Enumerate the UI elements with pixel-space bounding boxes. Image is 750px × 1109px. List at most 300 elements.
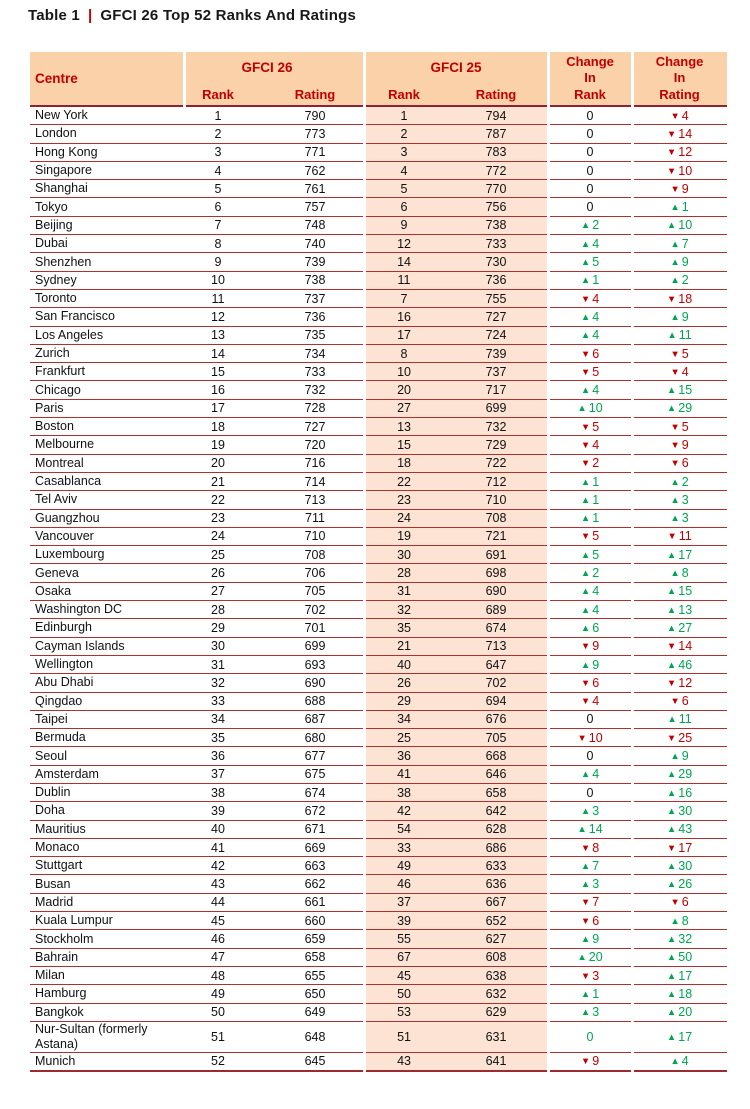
- gfci25-rating-cell: 712: [444, 472, 548, 490]
- change-in-rank-cell: [548, 454, 632, 472]
- ranks-table: [30, 52, 727, 1072]
- change-in-rank-cell: [548, 1003, 632, 1021]
- down-triangle-icon: ▼: [580, 641, 591, 653]
- centre-cell: Stockholm: [30, 930, 170, 948]
- change-in-rating-cell: [632, 802, 727, 820]
- gfci25-rating-cell: 641: [444, 1052, 548, 1071]
- centre-cell: Amsterdam: [30, 765, 170, 783]
- change-value: 4: [592, 694, 600, 709]
- gfci25-rating-cell: 713: [444, 637, 548, 655]
- centre-cell: Nur-Sultan (formerly Astana): [30, 1021, 170, 1052]
- gfci26-rank-cell: 45: [170, 912, 266, 930]
- change-in-rank-cell: [548, 893, 632, 911]
- centre-cell: Kuala Lumpur: [30, 912, 170, 930]
- gfci25-rank-cell: 50: [364, 985, 444, 1003]
- up-triangle-icon: ▲: [580, 494, 591, 506]
- change-in-rating-cell: [632, 253, 727, 271]
- centre-cell: Bermuda: [30, 729, 170, 747]
- change-in-rating-cell: [632, 527, 727, 545]
- gfci25-rating-cell: 732: [444, 418, 548, 436]
- gfci26-rating-cell: 687: [266, 710, 364, 728]
- gfci26-rating-cell: 705: [266, 582, 364, 600]
- change-in-rating-cell: [632, 985, 727, 1003]
- gfci25-rating-cell: 721: [444, 527, 548, 545]
- change-value: 29: [678, 401, 693, 416]
- up-triangle-icon: ▲: [580, 568, 591, 580]
- gfci26-rank-cell: 17: [170, 399, 266, 417]
- up-triangle-icon: ▲: [666, 604, 677, 616]
- change-in-rank-cell: [548, 418, 632, 436]
- centre-cell: Zurich: [30, 344, 170, 362]
- change-value: 9: [681, 181, 689, 196]
- table-row: [30, 948, 727, 966]
- change-in-rating-cell: [632, 729, 727, 747]
- up-triangle-icon: ▲: [670, 257, 680, 269]
- table-row: [30, 527, 727, 545]
- change-in-rating-cell: [632, 1003, 727, 1021]
- gfci25-rank-cell: 10: [364, 363, 444, 381]
- down-triangle-icon: ▼: [666, 677, 677, 689]
- change-in-rank-cell: [548, 1021, 632, 1052]
- gfci26-rank-cell: 3: [170, 143, 266, 161]
- table-row: [30, 875, 727, 893]
- change-value: 10: [588, 401, 603, 416]
- change-value: 8: [681, 566, 689, 581]
- table-row: [30, 472, 727, 490]
- down-triangle-icon: ▼: [670, 366, 680, 378]
- up-triangle-icon: ▲: [666, 824, 677, 836]
- table-row: [30, 930, 727, 948]
- centre-cell: Los Angeles: [30, 326, 170, 344]
- gfci26-rank-cell: 13: [170, 326, 266, 344]
- table-row: [30, 271, 727, 289]
- gfci26-rating-cell: 771: [266, 143, 364, 161]
- table-row: [30, 1003, 727, 1021]
- change-value: 4: [592, 584, 600, 599]
- change-value: 6: [681, 895, 689, 910]
- gfci26-rating-cell: 713: [266, 491, 364, 509]
- down-triangle-icon: ▼: [670, 439, 680, 451]
- down-triangle-icon: ▼: [670, 348, 680, 360]
- gfci26-rank-cell: 25: [170, 546, 266, 564]
- change-value: 6: [681, 694, 689, 709]
- gfci26-rank-cell: 10: [170, 271, 266, 289]
- gfci26-rating-cell: 677: [266, 747, 364, 765]
- gfci26-rank-cell: 23: [170, 509, 266, 527]
- down-triangle-icon: ▼: [580, 970, 591, 982]
- change-in-rating-cell: [632, 619, 727, 637]
- change-in-rank-cell: [548, 125, 632, 143]
- no-change-value: 0: [586, 163, 594, 178]
- change-value: 5: [592, 419, 600, 434]
- gfci26-rating-cell: 773: [266, 125, 364, 143]
- change-in-rank-cell: [548, 1052, 632, 1071]
- gfci26-rank-cell: 28: [170, 601, 266, 619]
- change-in-rank-cell: [548, 161, 632, 179]
- change-value: 18: [678, 291, 693, 306]
- change-value: 1: [592, 273, 600, 288]
- centre-cell: Melbourne: [30, 436, 170, 454]
- gfci26-rating-cell: 757: [266, 198, 364, 216]
- change-value: 17: [678, 547, 693, 562]
- change-value: 32: [678, 932, 693, 946]
- change-value: 10: [678, 163, 693, 178]
- up-triangle-icon: ▲: [577, 403, 587, 415]
- change-in-rating-cell: [632, 509, 727, 527]
- table-row: [30, 820, 727, 838]
- change-value: 1: [592, 492, 600, 507]
- gfci26-rating-cell: 655: [266, 966, 364, 984]
- change-in-rank-cell: [548, 399, 632, 417]
- change-in-rank-cell: [548, 491, 632, 509]
- change-value: 1: [592, 511, 600, 526]
- gfci26-rating-cell: 661: [266, 893, 364, 911]
- gfci25-rating-cell: 694: [444, 692, 548, 710]
- gfci25-rank-cell: 45: [364, 966, 444, 984]
- table-row: [30, 399, 727, 417]
- gfci26-rank-cell: 21: [170, 472, 266, 490]
- change-in-rating-cell: [632, 948, 727, 966]
- down-triangle-icon: ▼: [666, 641, 677, 653]
- table-row: [30, 637, 727, 655]
- change-value: 20: [588, 950, 603, 965]
- change-in-rating-cell: [632, 893, 727, 911]
- centre-cell: Boston: [30, 418, 170, 436]
- change-value: 3: [681, 492, 689, 507]
- change-value: 13: [678, 602, 693, 617]
- change-value: 9: [592, 639, 600, 654]
- table-row: [30, 655, 727, 673]
- gfci26-rating-cell: 732: [266, 381, 364, 399]
- change-in-rating-cell: [632, 1021, 727, 1052]
- gfci25-rating-cell: 631: [444, 1021, 548, 1052]
- change-in-rank-cell: [548, 674, 632, 692]
- table-row: [30, 619, 727, 637]
- change-value: 5: [681, 419, 689, 434]
- change-value: 4: [592, 602, 600, 617]
- up-triangle-icon: ▲: [580, 385, 591, 397]
- gfci25-rank-cell: 15: [364, 436, 444, 454]
- gfci26-rating-cell: 714: [266, 472, 364, 490]
- change-value: 30: [678, 858, 693, 873]
- gfci25-rating-cell: 689: [444, 601, 548, 619]
- centre-cell: Qingdao: [30, 692, 170, 710]
- change-in-rating-cell: [632, 747, 727, 765]
- change-in-rating-cell: [632, 912, 727, 930]
- centre-cell: Mauritius: [30, 820, 170, 838]
- table-row: [30, 381, 727, 399]
- change-value: 12: [678, 145, 693, 160]
- gfci26-rank-cell: 31: [170, 655, 266, 673]
- gfci26-rating-cell: 659: [266, 930, 364, 948]
- gfci25-rank-cell: 26: [364, 674, 444, 692]
- centre-cell: Milan: [30, 966, 170, 984]
- gfci25-rating-cell: 667: [444, 893, 548, 911]
- gfci26-rank-cell: 6: [170, 198, 266, 216]
- table-row: [30, 912, 727, 930]
- change-in-rank-cell: [548, 838, 632, 856]
- change-value: 4: [592, 309, 600, 324]
- table-row: [30, 765, 727, 783]
- change-in-rating-cell: [632, 454, 727, 472]
- change-in-rank-cell: [548, 582, 632, 600]
- centre-cell: Shenzhen: [30, 253, 170, 271]
- gfci26-rating-cell: 648: [266, 1021, 364, 1052]
- gfci26-rank-cell: 18: [170, 418, 266, 436]
- centre-cell: Seoul: [30, 747, 170, 765]
- centre-cell: Chicago: [30, 381, 170, 399]
- change-in-rating-cell: [632, 710, 727, 728]
- up-triangle-icon: ▲: [666, 860, 677, 872]
- centre-cell: Toronto: [30, 289, 170, 307]
- change-in-rating-cell: [632, 930, 727, 948]
- up-triangle-icon: ▲: [666, 879, 677, 891]
- up-triangle-icon: ▲: [666, 586, 677, 598]
- centre-cell: Tokyo: [30, 198, 170, 216]
- gfci25-rating-cell: 668: [444, 747, 548, 765]
- gfci26-rating-cell: 736: [266, 308, 364, 326]
- change-in-rating-cell: [632, 783, 727, 801]
- down-triangle-icon: ▼: [580, 696, 591, 708]
- change-value: 15: [678, 383, 693, 398]
- change-in-rating-cell: [632, 838, 727, 856]
- down-triangle-icon: ▼: [580, 366, 591, 378]
- change-value: 3: [681, 511, 689, 526]
- gfci25-rank-cell: 8: [364, 344, 444, 362]
- gfci26-rating-cell: 761: [266, 180, 364, 198]
- down-triangle-icon: ▼: [666, 293, 677, 305]
- column-gap-gfci25-changerank: [547, 52, 550, 1072]
- down-triangle-icon: ▼: [670, 183, 680, 195]
- gfci26-rating-cell: 662: [266, 875, 364, 893]
- change-in-rating-line1: Change: [655, 53, 704, 69]
- gfci25-rating-cell: 636: [444, 875, 548, 893]
- change-value: 26: [678, 877, 693, 892]
- up-triangle-icon: ▲: [666, 769, 677, 781]
- centre-cell: Abu Dhabi: [30, 674, 170, 692]
- change-in-rating-cell: [632, 637, 727, 655]
- up-triangle-icon: ▲: [666, 549, 677, 561]
- up-triangle-icon: ▲: [580, 769, 591, 781]
- col-header-gfci25: GFCI 25: [364, 52, 548, 83]
- gfci25-rank-cell: 20: [364, 381, 444, 399]
- change-in-rank-cell: [548, 747, 632, 765]
- no-change-value: 0: [586, 785, 594, 800]
- table-row: [30, 454, 727, 472]
- up-triangle-icon: ▲: [577, 824, 587, 836]
- gfci25-rank-cell: 29: [364, 692, 444, 710]
- centre-cell: Shanghai: [30, 180, 170, 198]
- gfci25-rating-cell: 756: [444, 198, 548, 216]
- gfci25-rank-cell: 40: [364, 655, 444, 673]
- change-value: 17: [678, 840, 693, 855]
- gfci26-rank-cell: 47: [170, 948, 266, 966]
- subheader-gfci25-rank: Rank: [364, 83, 444, 106]
- change-value: 6: [592, 620, 600, 635]
- up-triangle-icon: ▲: [666, 1007, 677, 1019]
- change-in-rank-cell: [548, 106, 632, 125]
- centre-cell: Hong Kong: [30, 143, 170, 161]
- change-in-rating-cell: [632, 399, 727, 417]
- up-triangle-icon: ▲: [577, 952, 587, 964]
- gfci25-rank-cell: 23: [364, 491, 444, 509]
- up-triangle-icon: ▲: [666, 403, 677, 415]
- down-triangle-icon: ▼: [670, 696, 680, 708]
- gfci26-rank-cell: 39: [170, 802, 266, 820]
- centre-cell: Bangkok: [30, 1003, 170, 1021]
- col-header-change-in-rating: [632, 52, 727, 106]
- gfci25-rank-cell: 41: [364, 765, 444, 783]
- gfci26-rank-cell: 44: [170, 893, 266, 911]
- change-in-rating-cell: [632, 564, 727, 582]
- change-value: 4: [592, 437, 600, 452]
- gfci26-rank-cell: 49: [170, 985, 266, 1003]
- table-row: [30, 216, 727, 234]
- change-in-rating-cell: [632, 601, 727, 619]
- gfci26-rank-cell: 40: [170, 820, 266, 838]
- gfci26-rating-cell: 699: [266, 637, 364, 655]
- change-in-rating-cell: [632, 271, 727, 289]
- change-value: 12: [678, 675, 693, 690]
- table-title-label: Table 1: [28, 7, 80, 24]
- gfci26-rank-cell: 12: [170, 308, 266, 326]
- gfci25-rating-cell: 699: [444, 399, 548, 417]
- change-in-rank-cell: [548, 783, 632, 801]
- centre-cell: Monaco: [30, 838, 170, 856]
- change-value: 3: [592, 803, 600, 818]
- centre-cell: Geneva: [30, 564, 170, 582]
- up-triangle-icon: ▲: [666, 220, 677, 232]
- gfci25-rank-cell: 6: [364, 198, 444, 216]
- centre-cell: Singapore: [30, 161, 170, 179]
- change-in-rank-cell: [548, 820, 632, 838]
- gfci25-rank-cell: 5: [364, 180, 444, 198]
- centre-cell: Cayman Islands: [30, 637, 170, 655]
- change-in-rating-cell: [632, 765, 727, 783]
- change-value: 9: [681, 309, 689, 324]
- change-value: 17: [678, 968, 693, 983]
- change-in-rank-line2: In: [584, 70, 596, 86]
- table-row: [30, 198, 727, 216]
- gfci26-rank-cell: 27: [170, 582, 266, 600]
- centre-cell: Madrid: [30, 893, 170, 911]
- change-value: 2: [681, 273, 689, 288]
- change-value: 5: [681, 346, 689, 361]
- gfci25-rank-cell: 49: [364, 857, 444, 875]
- table-row: [30, 985, 727, 1003]
- centre-cell: Sydney: [30, 271, 170, 289]
- change-value: 9: [681, 437, 689, 452]
- gfci25-rank-cell: 19: [364, 527, 444, 545]
- change-in-rank-cell: [548, 216, 632, 234]
- table-row: [30, 1052, 727, 1071]
- change-in-rank-line3: Rank: [574, 86, 606, 102]
- centre-cell: Vancouver: [30, 527, 170, 545]
- change-value: 5: [592, 364, 600, 379]
- table-title-text: GFCI 26 Top 52 Ranks And Ratings: [100, 7, 356, 24]
- change-value: 11: [678, 712, 692, 727]
- change-in-rank-cell: [548, 308, 632, 326]
- change-in-rating-cell: [632, 106, 727, 125]
- gfci25-rating-cell: 733: [444, 235, 548, 253]
- gfci26-rank-cell: 11: [170, 289, 266, 307]
- gfci25-rank-cell: 28: [364, 564, 444, 582]
- change-in-rank-line1: Change: [566, 53, 614, 69]
- centre-cell: New York: [30, 106, 170, 125]
- gfci25-rank-cell: 4: [364, 161, 444, 179]
- down-triangle-icon: ▼: [580, 842, 591, 854]
- change-value: 15: [678, 584, 693, 599]
- change-in-rank-cell: [548, 180, 632, 198]
- centre-cell: Busan: [30, 875, 170, 893]
- gfci26-rank-cell: 42: [170, 857, 266, 875]
- col-header-gfci26: GFCI 26: [170, 52, 364, 83]
- gfci25-rank-cell: 38: [364, 783, 444, 801]
- change-in-rating-cell: [632, 875, 727, 893]
- down-triangle-icon: ▼: [580, 293, 591, 305]
- title-separator: |: [87, 7, 93, 24]
- gfci26-rank-cell: 8: [170, 235, 266, 253]
- change-value: 1: [592, 986, 600, 1001]
- gfci25-rating-cell: 676: [444, 710, 548, 728]
- change-in-rating-cell: [632, 491, 727, 509]
- up-triangle-icon: ▲: [580, 238, 591, 250]
- up-triangle-icon: ▲: [666, 787, 677, 799]
- centre-cell: Taipei: [30, 710, 170, 728]
- change-in-rank-cell: [548, 472, 632, 490]
- gfci26-rating-cell: 728: [266, 399, 364, 417]
- gfci26-rank-cell: 1: [170, 106, 266, 125]
- change-in-rank-cell: [548, 143, 632, 161]
- change-value: 2: [592, 218, 600, 233]
- down-triangle-icon: ▼: [580, 421, 591, 433]
- gfci26-rank-cell: 51: [170, 1021, 266, 1052]
- gfci25-rating-cell: 705: [444, 729, 548, 747]
- up-triangle-icon: ▲: [666, 934, 677, 945]
- change-value: 2: [592, 566, 600, 581]
- gfci26-rating-cell: 680: [266, 729, 364, 747]
- table-row: [30, 674, 727, 692]
- down-triangle-icon: ▼: [670, 458, 680, 470]
- gfci26-rating-cell: 710: [266, 527, 364, 545]
- table-row: [30, 838, 727, 856]
- table-row: [30, 180, 727, 198]
- gfci25-rank-cell: 39: [364, 912, 444, 930]
- gfci26-rank-cell: 48: [170, 966, 266, 984]
- up-triangle-icon: ▲: [670, 494, 680, 506]
- gfci25-rating-cell: 608: [444, 948, 548, 966]
- change-in-rank-cell: [548, 765, 632, 783]
- change-value: 6: [592, 346, 600, 361]
- gfci25-rating-cell: 770: [444, 180, 548, 198]
- gfci25-rank-cell: 13: [364, 418, 444, 436]
- column-gap-changerank-changerating: [631, 52, 634, 1072]
- table-row: [30, 418, 727, 436]
- no-change-value: 0: [586, 108, 594, 123]
- change-value: 5: [592, 255, 600, 270]
- gfci26-rating-cell: 737: [266, 289, 364, 307]
- subheader-gfci26-rank: Rank: [170, 83, 266, 106]
- centre-cell: Dublin: [30, 783, 170, 801]
- change-in-rank-cell: [548, 509, 632, 527]
- change-in-rating-cell: [632, 381, 727, 399]
- down-triangle-icon: ▼: [580, 348, 591, 360]
- gfci26-rating-cell: 740: [266, 235, 364, 253]
- gfci25-rank-cell: 2: [364, 125, 444, 143]
- table-row: [30, 143, 727, 161]
- change-value: 3: [592, 1005, 600, 1020]
- gfci26-rating-cell: 660: [266, 912, 364, 930]
